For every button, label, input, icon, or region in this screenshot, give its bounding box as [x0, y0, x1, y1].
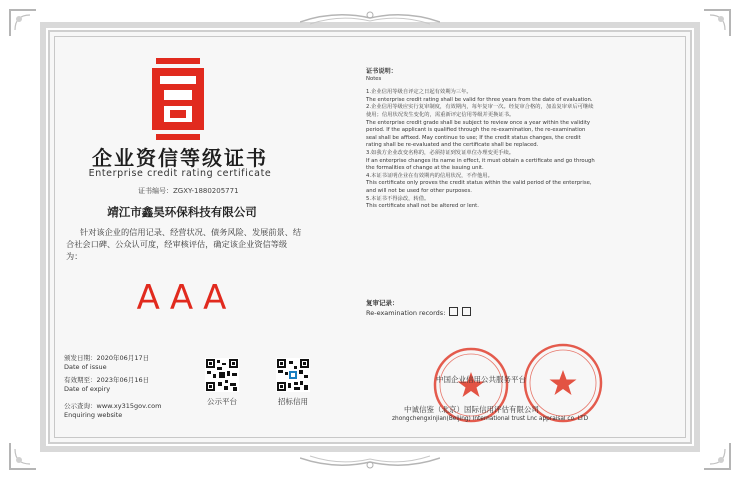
certificate-title: 企业资信等级证书 — [92, 146, 268, 170]
website-block — [64, 402, 161, 419]
credit-grade: AAA — [136, 278, 236, 318]
note-5-en: This certificate shall not be altered or lent. — [366, 203, 479, 210]
qr-code[interactable] — [205, 358, 239, 392]
note-4-en: This certificate only proves the credit status within the valid period of the enterprise, — [366, 180, 592, 187]
reexam-box[interactable] — [462, 307, 471, 316]
qr-label-platform: 公示平台 — [207, 397, 237, 406]
note-4: 4.本证书证明企业在有效期内的信用状况，不作他用。 — [366, 172, 493, 179]
issue-date-value: 2020年06月17日 — [96, 354, 150, 362]
corner-ornament — [702, 8, 732, 38]
note-1: 1.企业信用等级自评定之日起有效期为三年。 — [366, 89, 472, 96]
bottom-ornament — [300, 452, 440, 472]
certificate-description: 针对该企业的信用记录、经营状况、债务风险、发展前景、结合社会口碑、公众认可度，经审核评估，确定该企业资信等级为： — [66, 227, 302, 261]
expiry-date-label: 有效期至： — [64, 376, 97, 384]
note-2-en: rating shall be re-evaluated and the certificate shall be replaced. — [366, 142, 539, 149]
certificate-number-label: 证书编号： — [138, 187, 173, 195]
certificate-number-value: ZGXY-1880205771 — [173, 187, 239, 195]
issue-date-block — [64, 354, 149, 371]
note-5: 5.本证书不得涂改，转借。 — [366, 195, 430, 202]
website-label: 公示查询： — [64, 402, 97, 410]
note-2: 2.企业信用等级应实行复审制度，有效期内，每年复审一次。经复审合格的，加盖复审章后可继续使用；信用状况发生变化的，需重新评定信用等级并更换证书。 — [366, 104, 594, 118]
reexam-label: 复审记录： — [366, 299, 399, 307]
note-4-en: and will not be used for other purposes. — [366, 187, 472, 194]
reexam-box[interactable] — [449, 307, 458, 316]
note-2-en: The enterprise credit grade shall be subject to review once a year within the validity — [366, 119, 591, 126]
website-link[interactable]: www.xy315gov.com — [96, 402, 162, 410]
note-1-en: The enterprise credit rating shall be valid for three years from the date of evaluation. — [366, 96, 593, 103]
notes-heading-en: Notes — [366, 75, 382, 82]
note-2-en: seal shall be affixed. May continue to use; If the credit status changes, the credit — [366, 134, 581, 141]
issuer-company-en: zhongchengxinjian(Beijing) International trust Lnc appraisal co. LTD — [392, 416, 589, 422]
issuer-company: 中诚信鉴（北京）国际信用评估有限公司 — [404, 405, 539, 414]
corner-ornament — [8, 441, 38, 471]
certificate-notes — [366, 68, 598, 211]
certificate-title-en: Enterprise credit rating certificate — [88, 168, 272, 179]
expiry-date-block — [64, 376, 149, 393]
note-3: 3.如我方企业改变名称的，必须持证到发证单位办理变更手续。 — [366, 149, 515, 156]
note-3-en: the formalities of change at the issuing unit. — [366, 165, 484, 172]
expiry-date-label-en: Date of expiry — [64, 384, 111, 393]
expiry-date-value: 2023年06月16日 — [96, 376, 150, 384]
issue-date-label: 颁发日期： — [64, 354, 97, 362]
corner-ornament — [8, 8, 38, 38]
corner-ornament — [702, 441, 732, 471]
top-ornament — [300, 8, 440, 28]
note-3-en: If an enterprise changes its name in effect, it must obtain a certificate and go through — [366, 157, 595, 164]
qr-label-bidding: 招标信用 — [278, 397, 308, 406]
reexam-label-en: Re-examination records: — [366, 309, 446, 317]
reexam-records — [366, 307, 471, 317]
website-label-en: Enquiring website — [64, 410, 123, 419]
note-2-en: period. If the applicant is qualified through the re-examination, the re-examination — [366, 127, 586, 134]
issuer-platform: 中国企业信用公共服务平台 — [436, 375, 526, 384]
certificate-logo — [152, 56, 204, 142]
company-name: 靖江市鑫昊环保科技有限公司 — [107, 205, 257, 219]
issue-date-label-en: Date of issue — [64, 362, 107, 371]
qr-code[interactable] — [276, 358, 310, 392]
certificate-number — [138, 186, 239, 196]
notes-heading: 证书说明： — [366, 68, 397, 75]
